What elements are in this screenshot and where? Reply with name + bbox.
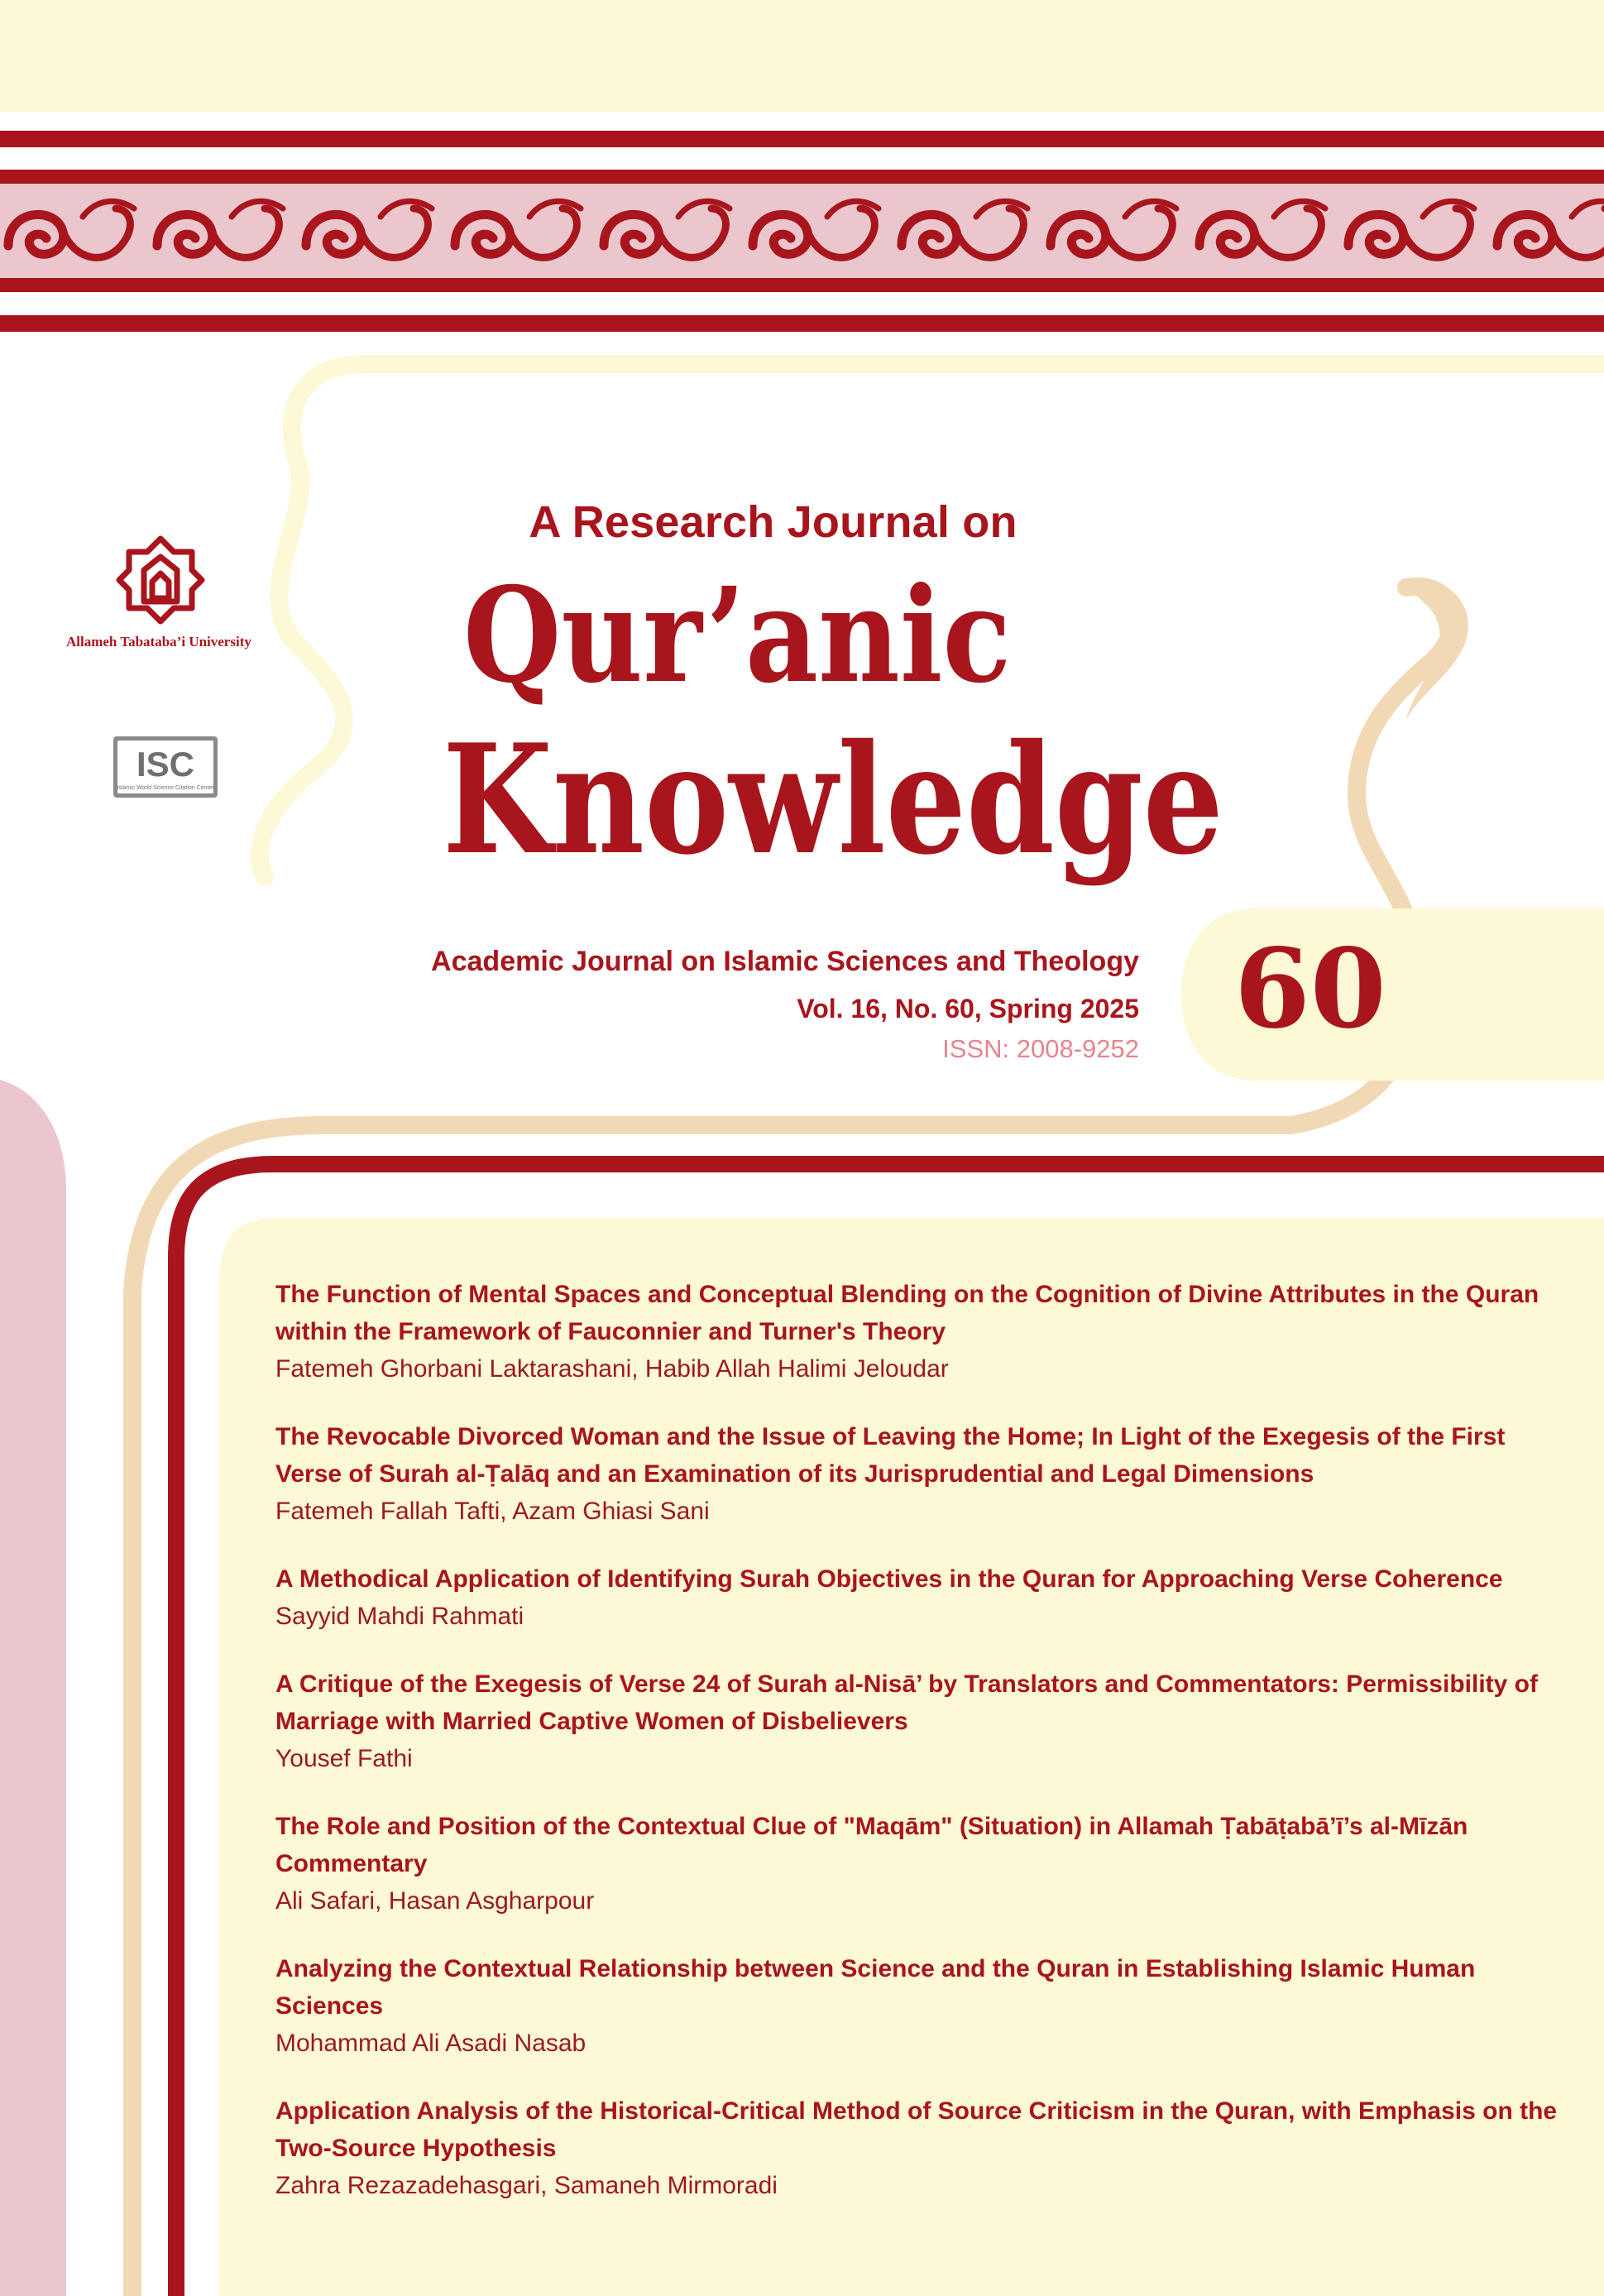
- article-entry: [275, 1950, 1566, 2062]
- top-cream-band: [0, 0, 1604, 112]
- left-pink-pillar: [0, 1080, 66, 2296]
- article-title: The Revocable Divorced Woman and the Issue of Leaving the Home; In Light of the Exegesis of the First Verse of Surah al-Ṭalāq and an Examination of its Jurisprudential and Legal Dimensions: [275, 1423, 1506, 1488]
- ornament-band-pink: [0, 184, 1604, 278]
- top-thin-red-line: [0, 131, 1604, 147]
- article-authors: Ali Safari, Hasan Asgharpour: [275, 1887, 595, 1915]
- article-title: The Function of Mental Spaces and Conceptual Blending on the Cognition of Divine Attributes in the Quran within the Framework of Fauconnier and Turner's Theory: [275, 1281, 1539, 1345]
- article-authors: Fatemeh Fallah Tafti, Azam Ghiasi Sani: [275, 1498, 710, 1525]
- journal-subtitle: Academic Journal on Islamic Sciences and Theology: [431, 946, 1139, 977]
- university-name: Allameh Tabataba’i University: [66, 634, 251, 649]
- journal-super-title: A Research Journal on: [529, 497, 1017, 547]
- article-authors: Mohammad Ali Asadi Nasab: [275, 2030, 587, 2057]
- ornament-bottom-line: [0, 315, 1604, 332]
- isc-logo-caption: Islamic World Science Citation Center: [117, 785, 214, 791]
- journal-issn: ISSN: 2008-9252: [942, 1034, 1139, 1063]
- journal-title-line2: Knowledge: [443, 711, 1224, 888]
- article-title: The Role and Position of the Contextual Clue of "Maqām" (Situation) in Allamah Ṭabāṭabā’ī’s al-Mīzān Commentary: [275, 1813, 1468, 1877]
- article-entry: [275, 1560, 1566, 1635]
- article-entry: [275, 1666, 1566, 1777]
- article-entry: [275, 1276, 1566, 1388]
- article-title: Application Analysis of the Historical-Critical Method of Source Criticism in the Quran, with Emphasis on the Two-Source Hypothesis: [275, 2097, 1558, 2162]
- article-entry: [275, 1418, 1566, 1530]
- article-authors: Zahra Rezazadehasgari, Samaneh Mirmoradi: [275, 2172, 778, 2199]
- article-authors: Yousef Fathi: [275, 1745, 413, 1772]
- isc-logo: [112, 735, 219, 799]
- article-title: A Critique of the Exegesis of Verse 24 of Surah al-Nisā’ by Translators and Commentators: Permissibility of Marriage with Married Captive Women of Disbelievers: [275, 1670, 1538, 1735]
- article-title: A Methodical Application of Identifying Surah Objectives in the Quran for Approaching Verse Coherence: [275, 1565, 1503, 1593]
- journal-title-line1: Qur’anic: [463, 559, 1012, 712]
- article-entry: [275, 1808, 1566, 1920]
- article-authors: Fatemeh Ghorbani Laktarashani, Habib Allah Halimi Jeloudar: [275, 1355, 949, 1383]
- journal-volume: Vol. 16, No. 60, Spring 2025: [797, 994, 1139, 1023]
- article-entry: [275, 2092, 1566, 2204]
- table-of-contents: [275, 1276, 1566, 2235]
- article-authors: Sayyid Mahdi Rahmati: [275, 1603, 524, 1630]
- article-title: Analyzing the Contextual Relationship between Science and the Quran in Establishing Islamic Human Sciences: [275, 1955, 1476, 2020]
- issue-number: 60: [1234, 925, 1386, 1053]
- isc-logo-text: ISC: [136, 745, 195, 784]
